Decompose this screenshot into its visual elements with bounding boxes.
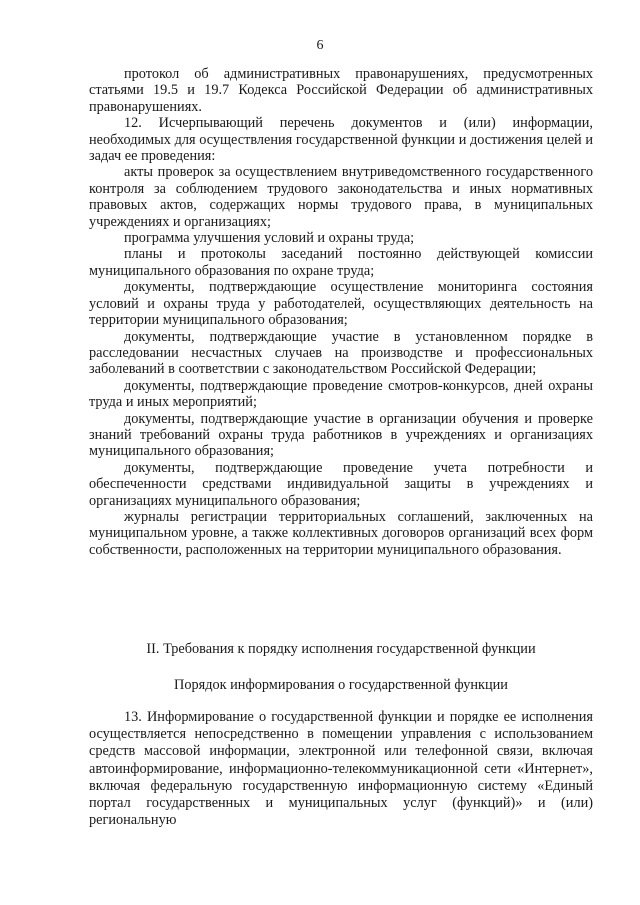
document-body-continued (89, 709, 593, 829)
paragraph: планы и протоколы заседаний постоянно действующей комиссии муниципального образования по охране труда; (89, 246, 593, 279)
page-number: 6 (316, 38, 324, 53)
paragraph: 12. Исчерпывающий перечень документов и (или) информации, необходимых для осуществления государственной функции и достижения целей и задач ее проведения: (89, 115, 593, 165)
paragraph: документы, подтверждающие осуществление мониторинга состояния условий и охраны труда у работодателей, осуществляющих деятельность на территории муниципального образования; (89, 279, 593, 329)
paragraph: документы, подтверждающие участие в организации обучения и проверке знаний требований охраны труда работников в учреждениях и организациях муниципального образования; (89, 410, 593, 460)
paragraph: 13. Информирование о государственной функции и порядке ее исполнения осуществляется непосредственно в помещении управления с использованием средств массовой информации, электронной или телефонной связи, включая автоинформирование, информационно-телекоммуникационной сети «Интернет», включая федеральную государственную информационную систему «Единый портал государственных и муниципальных услуг (функций)» и (или) региональную (89, 709, 593, 829)
paragraph: документы, подтверждающие проведение смотров-конкурсов, дней охраны труда и иных мероприятий; (89, 377, 593, 411)
section-heading: II. Требования к порядку исполнения государственной функции (146, 641, 536, 657)
document-body (89, 66, 593, 558)
subsection-heading: Порядок информирования о государственной функции (174, 677, 508, 693)
paragraph: документы, подтверждающие участие в установленном порядке в расследовании несчастных случаев на производстве и профессиональных заболеваний в соответствии с законодательством Российской Федерации; (89, 328, 593, 378)
paragraph: протокол об административных правонарушениях, предусмотренных статьями 19.5 и 19.7 Кодекса Российской Федерации об административных правонарушениях. (89, 66, 593, 115)
paragraph: программа улучшения условий и охраны труда; (124, 230, 415, 247)
paragraph: журналы регистрации территориальных соглашений, заключенных на муниципальном уровне, а также коллективных договоров организаций всех форм собственности, расположенных на территории муниципального образования. (89, 508, 593, 558)
paragraph: документы, подтверждающие проведение учета потребности и обеспеченности средствами индивидуальной защиты в учреждениях и организациях муниципального образования; (89, 459, 593, 509)
paragraph: акты проверок за осуществлением внутриведомственного государственного контроля за соблюдением трудового законодательства и иных нормативных правовых актов, содержащих нормы трудового права, в муниципальных учреждениях и организациях; (89, 164, 593, 230)
